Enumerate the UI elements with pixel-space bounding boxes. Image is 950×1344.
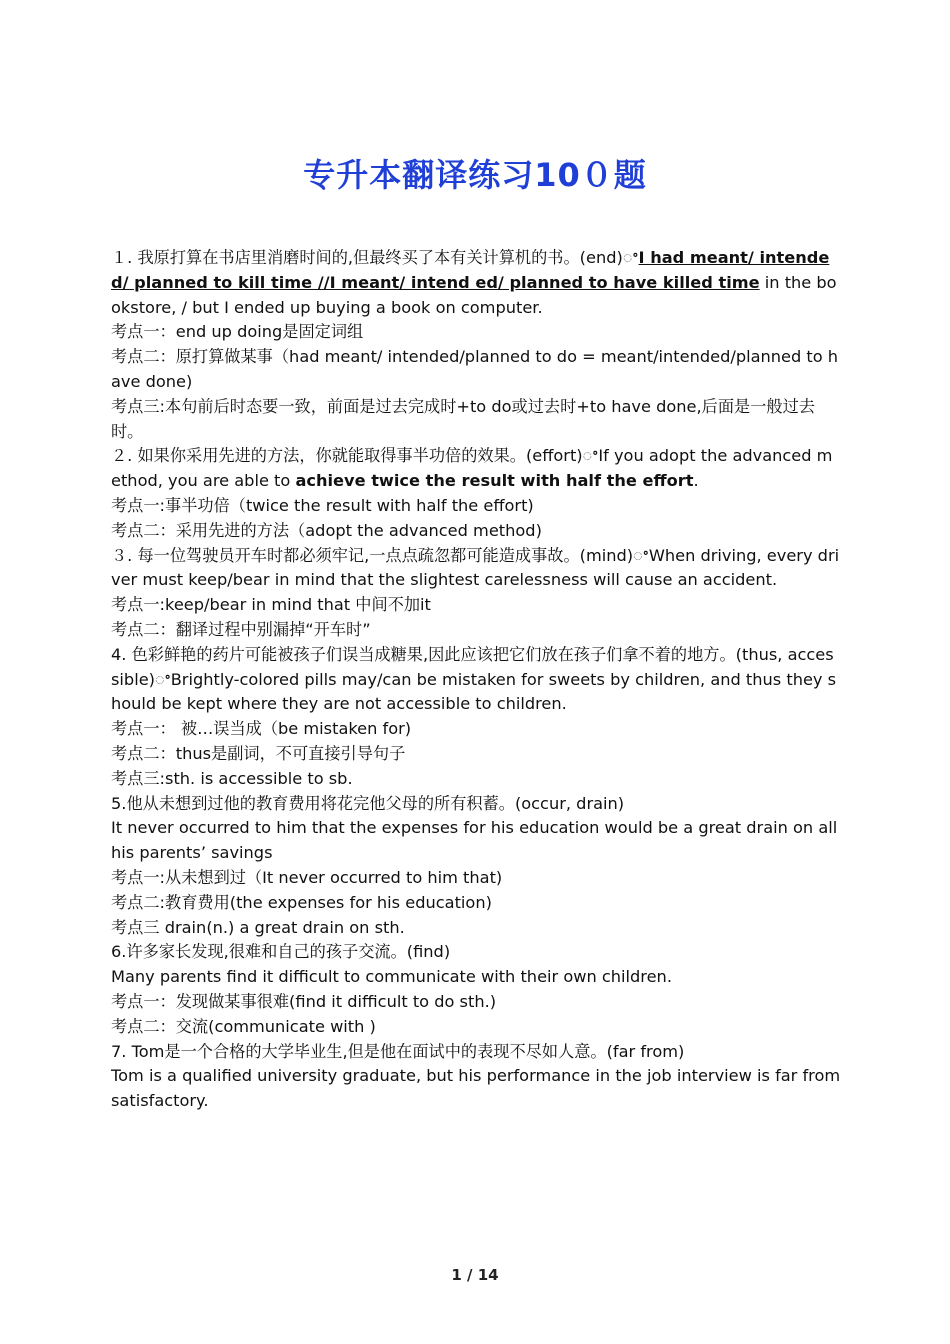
question-2: [111, 444, 841, 494]
document-body: [111, 246, 841, 1114]
key-point: 考点一:事半功倍（twice the result with half the effort): [111, 495, 534, 515]
arrow-icon: ꢀ: [622, 248, 639, 267]
question-6: 6.许多家长发现,很难和自己的孩子交流。(find): [111, 942, 451, 962]
question-7: 7. Tom是一个合格的大学毕业生,但是他在面试中的表现不尽如人意。(far from): [111, 1041, 685, 1061]
arrow-icon: ꢀ: [582, 446, 599, 466]
answer-text: Tom is a qualified university graduate, but his performance in the job interview is far from satisfactory.: [111, 1066, 841, 1111]
key-point: 考点一:keep/bear in mind that 中间不加it: [111, 595, 431, 615]
arrow-icon: ꢀ: [154, 669, 171, 689]
answer-text: When driving, every driver must keep/bear in mind that the slightest carelessness will cause an accident.: [111, 545, 840, 590]
key-point: 考点二:教育费用(the expenses for his education): [111, 892, 492, 912]
key-point: 考点一：发现做某事很难(find it difficult to do sth.): [111, 991, 497, 1011]
question-4: [111, 643, 841, 717]
key-point: 考点一：end up doing是固定词组: [111, 322, 364, 342]
key-point: 考点二：采用先进的方法（adopt the advanced method): [111, 520, 542, 540]
question-1: [111, 246, 841, 320]
key-point: 考点三:sth. is accessible to sb.: [111, 768, 353, 788]
question-3: [111, 544, 841, 594]
key-point: 考点一:从未想到过（It never occurred to him that): [111, 867, 503, 887]
question-text: １. 我原打算在书店里消磨时间的,但最终买了本有关计算机的书。(end): [111, 248, 623, 267]
key-point: 考点二：交流(communicate with ): [111, 1016, 376, 1036]
answer-text: If you adopt the advanced method, you are able to: [111, 446, 833, 491]
answer-end: .: [693, 471, 699, 491]
answer-key-phrase: achieve twice the result with half the effort: [295, 471, 694, 491]
key-point: 考点二：原打算做某事（had meant/ intended/planned to do = meant/intended/planned to have done): [111, 347, 839, 391]
question-text: ３. 每一位驾驶员开车时都必须牢记,一点点疏忽都可能造成事故。(mind): [111, 545, 634, 565]
key-point: 考点二：翻译过程中别漏掉“开车时”: [111, 619, 371, 639]
question-5: 5.他从未想到过他的教育费用将花完他父母的所有积蓄。(occur, drain): [111, 793, 625, 813]
answer-key-phrase: I had meant/ intended/ planned to kill time //I meant/ intend ed/ planned to have killed time: [111, 248, 830, 292]
answer-text: It never occurred to him that the expenses for his education would be a great drain on all his parents’ savings: [111, 818, 838, 863]
question-text: 4. 色彩鲜艳的药片可能被孩子们误当成糖果,因此应该把它们放在孩子们拿不着的地方。(thus, accessible): [111, 644, 834, 689]
page-number: 1 / 14: [451, 1266, 499, 1284]
arrow-icon: ꢀ: [633, 545, 649, 565]
question-text: ２. 如果你采用先进的方法，你就能取得事半功倍的效果。(effort): [111, 446, 583, 466]
key-point: 考点三:本句前后时态要一致，前面是过去完成时+to do或过去时+to have done,后面是一般过去时。: [111, 396, 815, 441]
answer-text: Many parents find it difficult to communicate with their own children.: [111, 967, 672, 987]
key-point: 考点一： 被…误当成（be mistaken for): [111, 719, 412, 739]
key-point: 考点三 drain(n.) a great drain on sth.: [111, 917, 405, 937]
document-title: 专升本翻译练习10０题: [303, 156, 647, 194]
answer-text: in the bookstore, / but I ended up buying a book on computer.: [111, 272, 837, 317]
key-point: 考点二：thus是副词，不可直接引导句子: [111, 743, 406, 763]
answer-text: Brightly-colored pills may/can be mistaken for sweets by children, and thus they should be kept where they are not accessible to children.: [111, 669, 837, 714]
